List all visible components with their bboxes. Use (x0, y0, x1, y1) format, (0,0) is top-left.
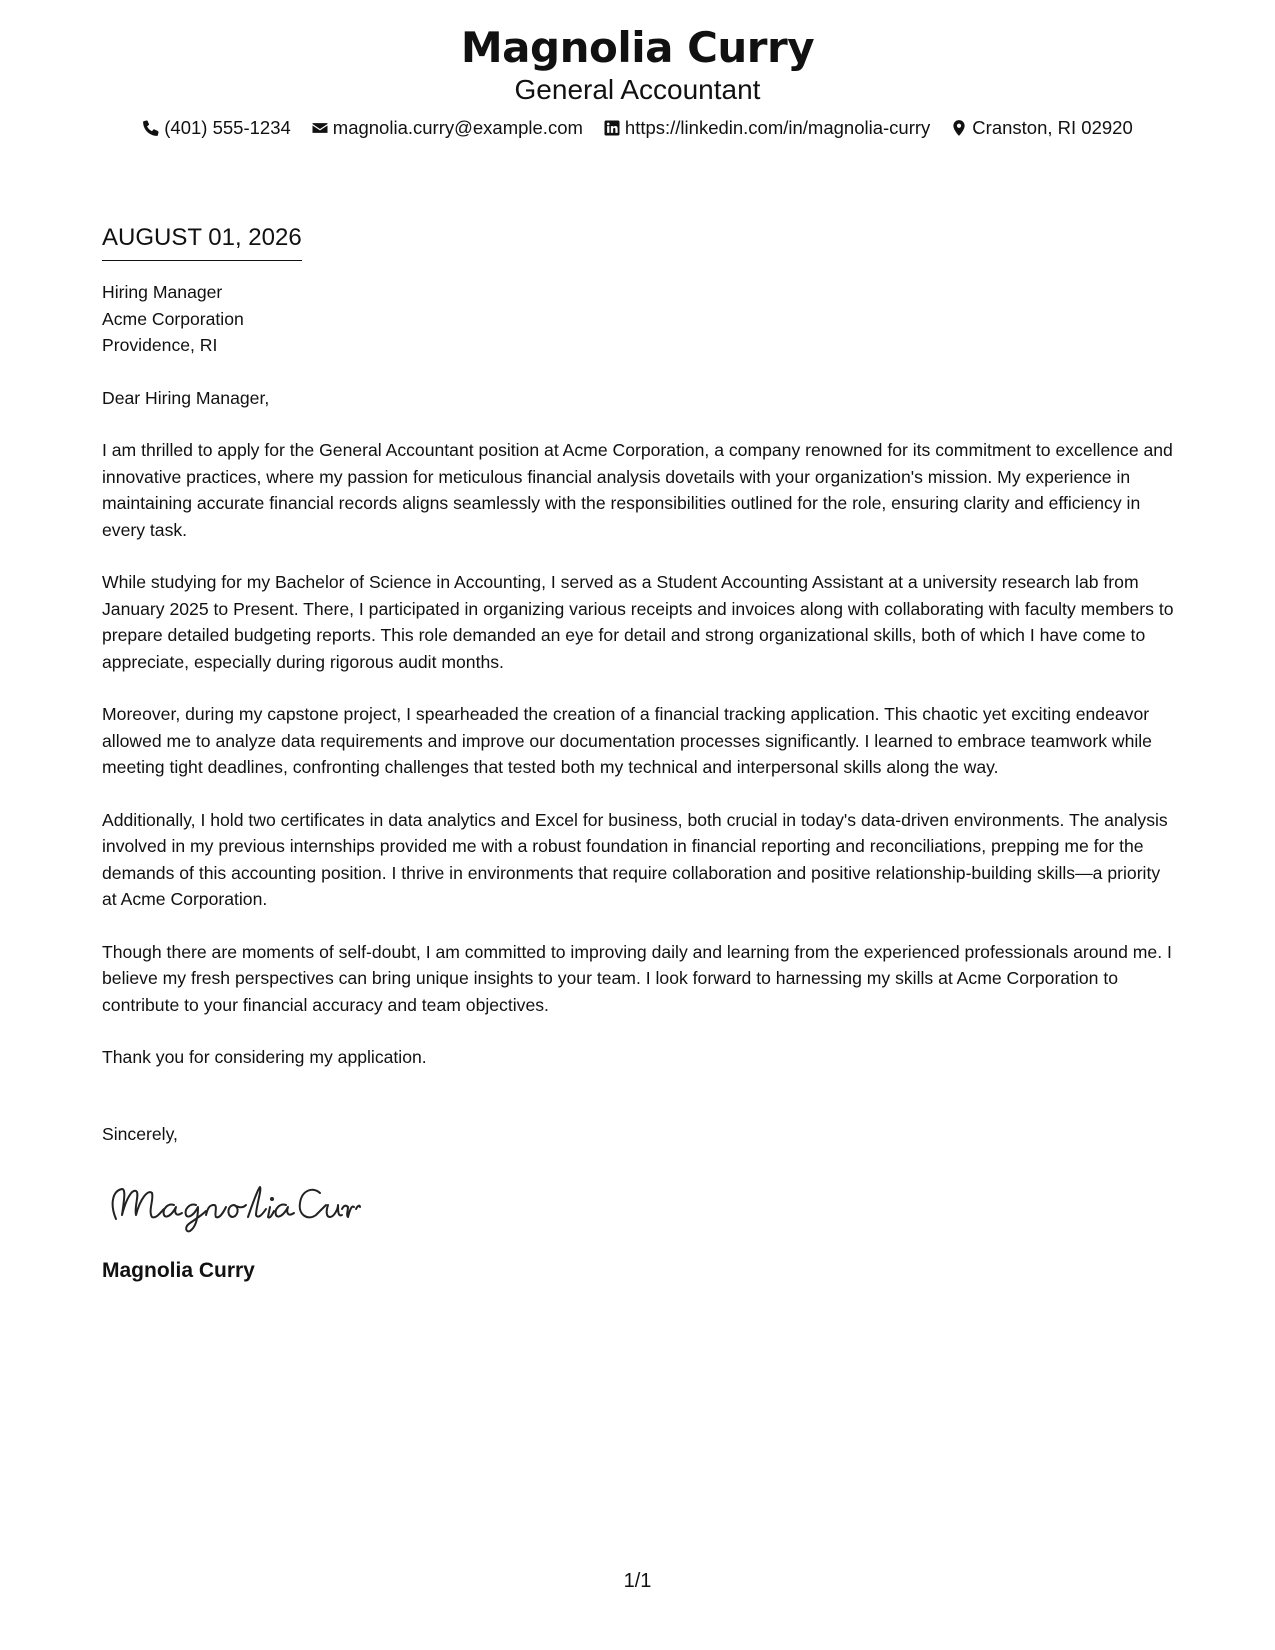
phone-icon (142, 119, 160, 137)
closing: Sincerely, (102, 1123, 178, 1144)
page-number: 1/1 (623, 1570, 652, 1592)
thank-you-line: Thank you for considering my application. (102, 1047, 427, 1067)
email-text: magnolia.curry@example.com (332, 117, 583, 138)
letter-header (0, 22, 1275, 140)
recipient-line: Hiring Manager (102, 282, 223, 302)
contact-linkedin[interactable] (603, 116, 930, 140)
applicant-name: Magnolia Curry (460, 23, 815, 72)
handwritten-signature (102, 1175, 1177, 1235)
job-title: General Accountant (514, 74, 761, 105)
signer-name: Magnolia Curry (102, 1259, 255, 1282)
map-pin-icon (950, 119, 968, 137)
letter-date: AUGUST 01, 2026 (102, 222, 302, 261)
body-paragraph: Though there are moments of self-doubt, I am committed to improving daily and learning from the experienced professionals around me. I believe my fresh perspectives can bring unique insights to your team. I look forward to harnessing my skills at Acme Corporation to contribute to your financial accuracy and team objectives. (102, 941, 1172, 1015)
location-text: Cranston, RI 02920 (972, 117, 1133, 138)
contact-location (950, 116, 1132, 140)
linkedin-icon (603, 119, 621, 137)
contact-phone (142, 116, 291, 140)
body-paragraph: I am thrilled to apply for the General Accountant position at Acme Corporation, a company renowned for its commitment to excellence and innovative practices, where my passion for meticulous financial analysis dovetails with your organization's mission. My experience in maintaining accurate financial records aligns seamlessly with the responsibilities outlined for the role, ensuring clarity and efficiency in every task. (102, 440, 1173, 540)
body-paragraph: While studying for my Bachelor of Science in Accounting, I served as a Student Accounting Assistant at a university research lab from January 2025 to Present. There, I participated in organizing various receipts and invoices along with collaborating with faculty members to prepare detailed budgeting reports. This role demanded an eye for detail and strong organizational skills, both of which I have come to appreciate, especially during rigorous audit months. (102, 572, 1174, 672)
contact-bar (0, 116, 1275, 140)
salutation: Dear Hiring Manager, (102, 387, 270, 408)
envelope-icon (311, 119, 329, 137)
linkedin-text: https://linkedin.com/in/magnolia-curry (624, 117, 931, 138)
body-paragraph: Moreover, during my capstone project, I spearheaded the creation of a financial tracking application. This chaotic yet exciting endeavor allowed me to analyze data requirements and improve our documentation processes significantly. I learned to embrace teamwork while meeting tight deadlines, confronting challenges that tested both my technical and interpersonal skills along the way. (102, 704, 1152, 777)
contact-email[interactable] (311, 116, 583, 140)
recipient-line: Providence, RI (102, 335, 218, 355)
recipient-block (102, 279, 1177, 359)
phone-text: (401) 555-1234 (164, 117, 291, 138)
letter-body (102, 222, 1177, 1285)
body-paragraph: Additionally, I hold two certificates in data analytics and Excel for business, both crucial in today's data-driven environments. The analysis involved in my previous internships provided me with a robust foundation in financial reporting and reconciliations, prepping me for the demands of this accounting position. I thrive in environments that require collaboration and positive relationship-building skills—a priority at Acme Corporation. (102, 809, 1168, 909)
recipient-line: Acme Corporation (102, 308, 244, 329)
